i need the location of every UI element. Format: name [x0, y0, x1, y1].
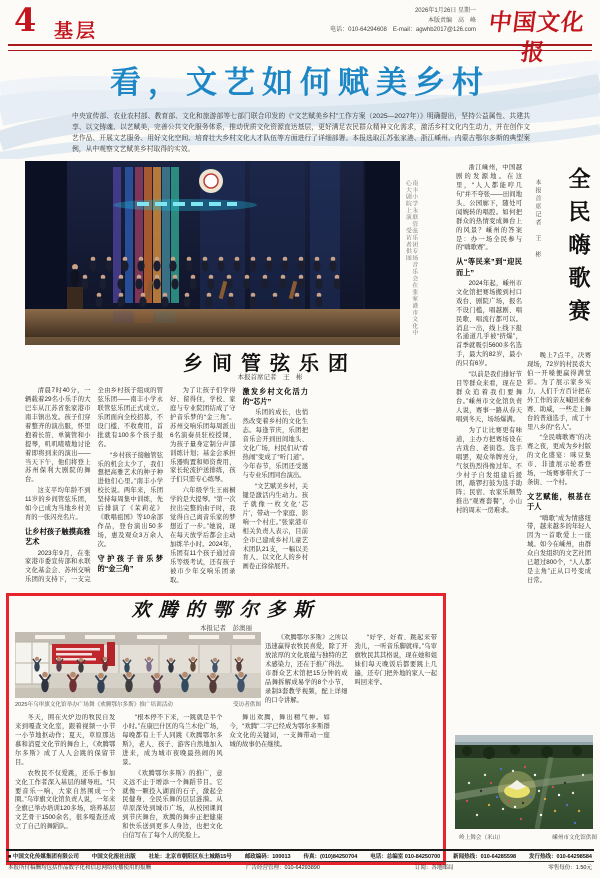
footer-thin-rule — [6, 861, 594, 862]
banner-intro: 中央宣传部、农业农村部、教育部、文化和旅游部等七部门联合印发的《“文艺赋美乡村”工作方案（2025—2027年）》明确提出，坚持公益属性、共建共享、以文铸魂、以艺赋美，完善公共文化服务体系，推动优质文化资源直达基层，更好满足农民群众精神文化需求，激活乡村文化内生动力，并在创作文艺作品、开展文艺服务、用好文化空间、培育壮大乡村文化人才队伍等方面进行了详细部署。本报选取江苏张家港、浙江嵊州、内蒙古鄂尔多斯的典型案例，从中观察文艺赋美乡村取得的实效。 — [72, 113, 530, 153]
footer-row-2: 本报所付稿酬均包括作品数字化和信息网络传播使用的报酬 广告经营管理：010-64293890 订阅：各地邮局 零售每份：1.50元 — [8, 865, 592, 871]
page-number: 4 — [14, 1, 37, 39]
ordos-title: 欢腾的鄂尔多斯 — [131, 599, 321, 621]
date-line: 2026年1月26日 星期一 — [414, 8, 476, 14]
orchestra-article-byline: 本报首席记者 王 彬 — [237, 374, 303, 381]
header-info — [256, 7, 476, 36]
footer-row-1: ■ 中国文化传媒集团有限公司 中国文化报社出版 社址：北京市朝阳区东土城路15号 邮政编码：100013 传真：(010)84250704 电话：总编室 010-84250700 新闻热线：010-64285598 发行热线：010-64298584 — [8, 854, 592, 860]
karaoke-article-left-column: 浙江嵊州，中国越剧的发源地。在这里，“人人都能哼几句”并不夸张——田间地头、公园廊下，随处可闻婉转的唱腔。如何把群众的热情变成舞台上的风景？嵊州的答案是：办一场全民参与的“嗨歌赛”。 从“等民来”到“迎民而上” 2024年起，嵊州市文化馆把赛场搬到村口戏台、剧院广场，报名不设门槛，唱越剧、唱民歌、唱流行都可以。消息一出，线上线下报名通道几乎被“挤爆”，首季就吸引5600多名选手，最大的82岁，最小的只有6岁。 “以前是我们排好节目等群众来看，现在是群众追着我们要舞台。”嵊州市文化馆负责人说，赛事一路从春天唱到冬天，场场爆满。 为了让比赛更有味道，主办方把赛场设在古戏台、老街巷。选手唱罢，观众举牌亮分，气氛热烈得像过年。不少村子自发组建后援团，敲锣打鼓为选手助阵；民宿、农家乐顺势推出“观赛套餐”，小山村的周末一房难求。 — [456, 164, 522, 515]
village-dance-aerial-photo — [455, 735, 593, 829]
orchestra-article-body: 清晨7时40分，一辆载着29名小乐手的大巴车从江苏省张家港市南丰镇出发。孩子们穿着整齐的演出服，怀里抱着长笛、单簧管和小提琴，叽叽喳喳地讨论着即将到来的演出——当天下午，他们将登上苏州保利大剧院的舞台。 这支平均年龄不到11岁的乡间管弦乐团，如今已成为当地乡村美育的一张闪亮名片。 让乡村孩子触摸高雅艺术 2023年9月，在张家港市委宣传部和永联文化基金会、苏州交响乐团的支持下，一支完全由乡村孩子组成的管弦乐团——南丰小学永联管弦乐团正式成立。乐团面向全校招募，不设门槛、不收费用，首批就有100多个孩子报名。 “乡村孩子接触管弦乐的机会太少了，我们想把高雅艺术的种子种进他们心里。”南丰小学校长说。两年来，乐团坚持每周集中训练，先后排演了《茉莉花》《歌唱祖国》等10余部作品，登台演出50多场，惠及观众3万余人次。 守护孩子音乐梦的“金三角” 为了让孩子们学得好、留得住，学校、家庭与专业院团结成了守护音乐梦的“金三角”。苏州交响乐团每周派出6名演奏员驻校授课，为孩子量身定制分声部训练计划；基金会承担乐器购置和师资费用，家长轮流护送排练，孩子们只需专心练琴。 六年级学生王雨桐学的是大提琴。“第一次拉出完整的曲子时，我觉得自己离音乐家的梦想近了一步。”她说，现在每天放学后都会主动加练半小时。2024年，乐团有11个孩子通过音乐等级考试，还有孩子被市少年交响乐团录取。 激发乡村文化活力的“芯片” 乐团的成长，也悄然改变着乡村的文化生态。每逢节庆，乐团把音乐会开到田间地头、文化广场，村民们从“看热闹”变成了“听门道”。今年春节，乐团还受邀与专业乐团同台演出。 “文艺赋美乡村，关键是激活内生动力。孩子就像一枚文化‘芯片’，带动一个家庭、影响一个村庄。”张家港市相关负责人表示，目前全市已建成乡村儿童艺术团队21支，一幅以美育人、以文化人的乡村画卷正徐徐展开。 — [25, 387, 308, 584]
karaoke-title: 全民嗨歌赛 — [565, 167, 591, 332]
ordos-byline: 本报记者 彭澳丽 — [200, 625, 252, 632]
conductor-podium — [67, 287, 83, 311]
karaoke-article-right-column: 晚上7点半，决赛现场，72岁的村民裘大伯一开嗓便赢得满堂彩。为了展示家乡实力，人们千方百计把在外工作的亲友喊回来参赛、助威，一些走上舞台的普通选手，成了十里八乡的“名人”。 “全民嗨歌赛”的决赛之夜，更成为乡村版的文化盛宴：咪豆集市、非遗展示轮番登场，一场赛事带火了一条街、一个村。 文艺赋能，根基在于人 “嗨歌”成为情感纽带，越来越多的年轻人因为一首歌爱上一座城。如今在嵊州，由群众自发组织的文艺社团已超过800个，“人人都是主角”正从口号变成日常。 — [527, 352, 591, 585]
orchestra-photo-caption: 南丰小学永联管弦乐团专场音乐会在张家港市文化中心大剧院上演 受访者供图 — [404, 180, 417, 337]
section-title: 基层 — [54, 21, 99, 42]
orchestra-photo — [25, 161, 400, 345]
masthead-logo: 中国文化报 — [487, 9, 587, 66]
dance-photo-credit: 受访者供图 — [233, 702, 261, 708]
main-headline: 看，文艺如何赋美乡村 — [110, 65, 490, 100]
karaoke-title-block — [527, 167, 591, 345]
karaoke-byline: 本报首席记者 王 彬 — [534, 179, 540, 259]
banner — [0, 49, 600, 159]
ordos-lower-columns: 冬天，围在火炉边的牧民自发来到嘎查文化室，跟着视频一小节一小节地抠动作；夏天，草原那达慕和消夏文化节的舞台上，《欢腾鄂尔多斯》成了人人会跳的保留节目。 农牧民不仅爱跳，还乐于参加文化工作者深入基层的辅导班。“只要音乐一响，大家自然围成一个圈。”乌审旗文化馆负责人说，一年来全旗已举办培训120多场，培养基层文艺骨干1500余名，很多嘎查还成立了自己的舞蹈队。 “根本停不下来，一跳就是半个小时。”在康巴什区的乌兰木伦广场，每晚都有上千人同跳《欢腾鄂尔多斯》，老人、孩子、游客自然地加入进来，成为城市夜晚最热闹的风景。 《欢腾鄂尔多斯》的推广，意义远不止于增添一个舞蹈节目。它就像一颗投入湖面的石子，激起全民健身、全民乐舞的层层涟漪。从草原深处到城市广场，从校园课间到节庆舞台，欢腾的舞步正把健康和快乐送到更多人身边，也把文化自信写在了每个人的笑脸上。 舞出欢腾，舞出精气神。如今，“欢腾”二字已经成为鄂尔多斯群众文化的关键词，一支舞带动一座城的故事仍在继续。 — [15, 714, 330, 840]
aerial-photo-caption — [455, 833, 600, 841]
contact-line: 电话：010-64294608 E-mail：agwhb2017@126.com — [330, 27, 476, 34]
editor-line: 本版责编 高 峰 — [427, 17, 476, 24]
orchestra-article-title: 乡间管弦乐团 — [183, 351, 357, 375]
dance-photo-caption — [15, 700, 261, 708]
dance-photo-caption-text: 2025年乌审旗文化馆举办广场舞《欢腾鄂尔多斯》推广培训活动 — [15, 702, 173, 708]
dance-training-photo — [15, 632, 261, 698]
aerial-caption-text: 岭上舞会（米山） — [459, 835, 504, 841]
footer-rule — [6, 849, 594, 851]
ordos-side-columns: 《欢腾鄂尔多斯》之所以迅速赢得农牧民喜爱，除了开放浓厚的文化底蕴与独特的艺术感染力，还在于推广得法。市群众艺术馆把15分钟的成品舞拆解成易学的8个小节，录制3套教学视频，配上详细的口令讲解。 “好学、好看、跳起来带劲儿，一听音乐脚就痒。”乌审旗牧民其其格说，现在她和姐妹们每天晚饭后都要跳上几遍，还专门把外地的家人一起叫回来学。 — [265, 634, 437, 704]
aerial-caption-credit: 嵊州市文化馆供图 — [552, 835, 597, 841]
ordos-article-box — [6, 593, 446, 865]
